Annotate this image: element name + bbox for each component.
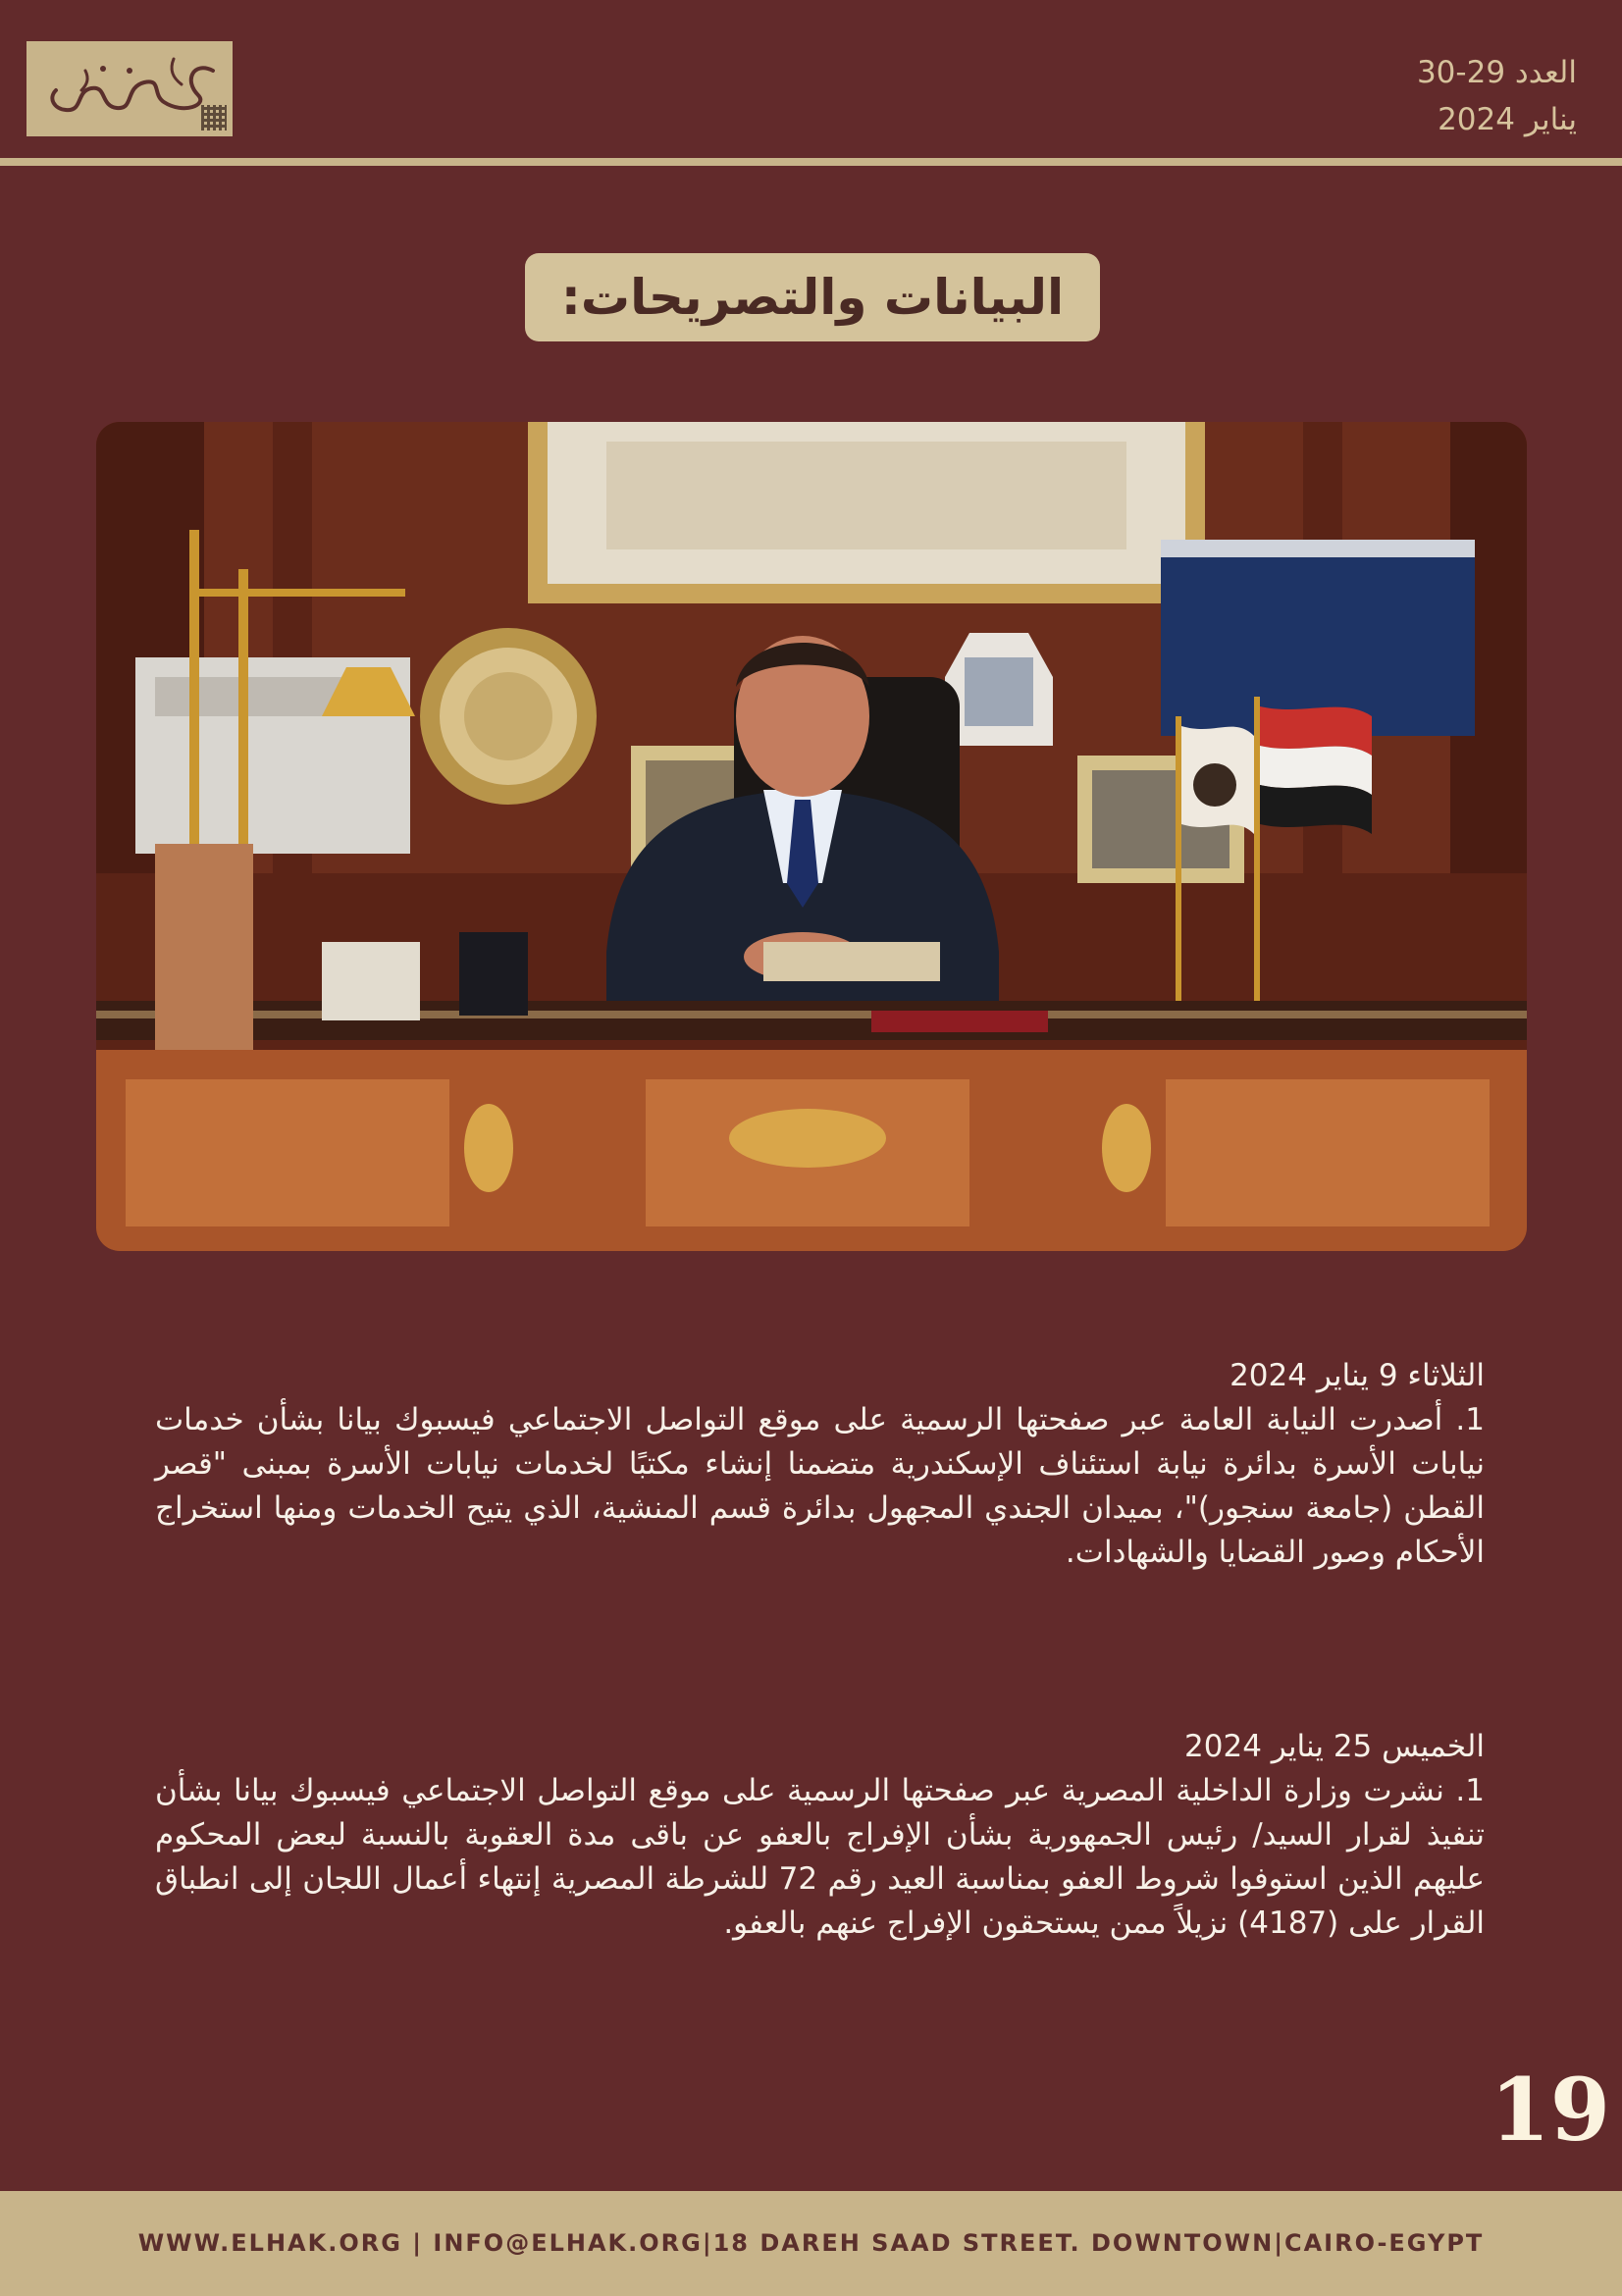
page-number: 19: [1490, 2059, 1610, 2161]
magazine-logo[interactable]: [26, 41, 233, 136]
office-photo: [96, 422, 1527, 1251]
statement-1-date: الثلاثاء 9 يناير 2024: [1230, 1358, 1485, 1393]
statement-2-date: الخميس 25 يناير 2024: [1184, 1729, 1485, 1764]
section-title: البيانات والتصريحات:: [525, 253, 1100, 341]
qr-code-icon: [201, 105, 227, 130]
statement-1: [155, 1354, 1485, 1575]
footer-contact: WWW.ELHAK.ORG | INFO@ELHAK.ORG|18 DAREH SAAD STREET. DOWNTOWN|CAIRO-EGYPT: [0, 2191, 1622, 2296]
header-divider: [0, 158, 1622, 166]
issue-number: العدد 29-30: [1416, 55, 1577, 90]
photo-illustration: [96, 422, 1527, 1251]
issue-date: يناير 2024: [1438, 102, 1577, 137]
statement-2: [155, 1725, 1485, 1946]
issue-info: [1417, 49, 1577, 143]
statement-2-text: 1. نشرت وزارة الداخلية المصرية عبر صفحتها الرسمية على موقع التواصل الاجتماعي فيسبوك بيانا بشأن تنفيذ لقرار السيد/ رئيس الجمهورية بشأن الإفراج بالعفو عن باقى مدة العقوبة بالنسبة لبعض المحكوم عليهم الذين استوفوا شروط العفو بمناسبة العيد رقم 72 للشرطة المصرية إنتهاء أعمال اللجان إلى انطباق القرار على (4187) نزيلاً ممن يستحقون الإفراج عنهم بالعفو.: [155, 1773, 1485, 1941]
statement-1-text: 1. أصدرت النيابة العامة عبر صفحتها الرسمية على موقع التواصل الاجتماعي فيسبوك بيانا بشأن خدمات نيابات الأسرة بدائرة نيابة استئناف الإسكندرية متضمنا إنشاء مكتبًا لخدمات نيابات الأسرة بمبنى "قصر القطن (جامعة سنجور)"، بميدان الجندي المجهول بدائرة قسم المنشية، الذي يتيح الخدمات ومنها استخراج الأحكام وصور القضايا والشهادات.: [155, 1402, 1485, 1570]
